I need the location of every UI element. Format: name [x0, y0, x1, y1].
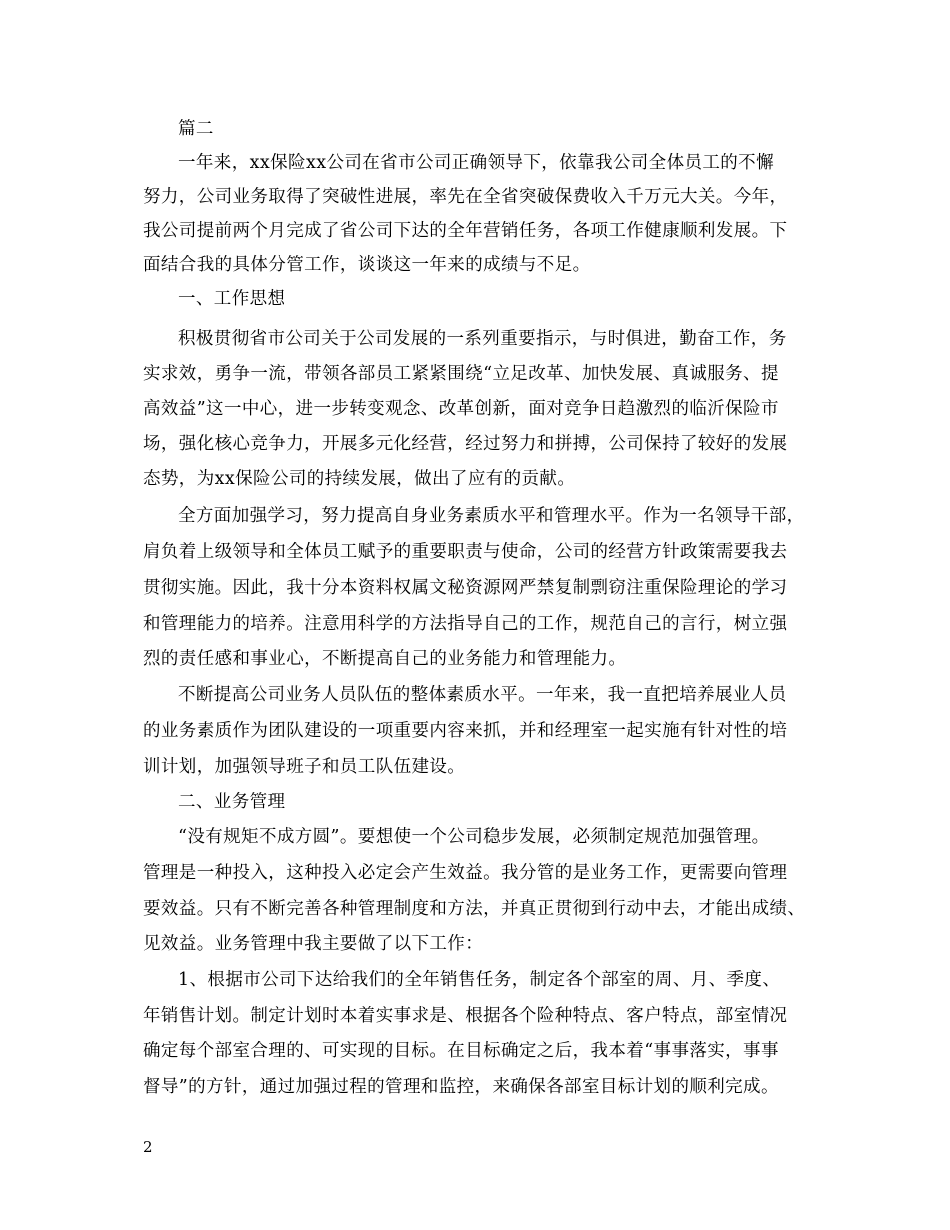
- page-number: 2: [143, 1138, 153, 1156]
- paragraph-line: 态势，为xx保险公司的持续发展，做出了应有的贡献。: [143, 469, 576, 489]
- paragraph-line: 一年来，xx保险xx公司在省市公司正确领导下，依靠我公司全体员工的不懈: [178, 153, 774, 173]
- paragraph-line: 全方面加强学习，努力提高自身业务素质水平和管理水平。作为一名领导干部，: [178, 506, 805, 526]
- paragraph-line: 确定每个部室合理的、可实现的目标。在目标确定之后，我本着“事事落实，事事: [143, 1041, 779, 1061]
- section-heading: 篇二: [178, 119, 214, 139]
- paragraph-line: 见效益。业务管理中我主要做了以下工作：: [143, 934, 484, 954]
- paragraph-line: 要效益。只有不断完善各种管理制度和方法，并真正贯彻到行动中去，才能出成绩、: [143, 899, 806, 919]
- paragraph-line: 肩负着上级领导和全体员工赋予的重要职责与使命，公司的经营方针政策需要我去: [143, 542, 788, 562]
- paragraph-line: 实求效，勇争一流，带领各部员工紧紧围绕“立足改革、加快发展、真诚服务、提: [143, 364, 779, 384]
- paragraph-line: 烈的责任感和事业心，不断提高自己的业务能力和管理能力。: [143, 649, 627, 669]
- paragraph-line: 我公司提前两个月完成了省公司下达的全年营销任务，各项工作健康顺利发展。下: [143, 221, 788, 241]
- paragraph-line: 年销售计划。制定计划时本着实事求是、根据各个险种特点、客户特点，部室情况: [143, 1006, 788, 1026]
- paragraph-line: 积极贯彻省市公司关于公司发展的一系列重要指示，与时俱进，勤奋工作，务: [178, 329, 787, 349]
- paragraph-line: 和管理能力的培养。注意用科学的方法指导自己的工作，规范自己的言行，树立强: [143, 614, 788, 634]
- paragraph-line: 高效益”这一中心，进一步转变观念、改革创新，面对竞争日趋激烈的临沂保险市: [143, 399, 779, 419]
- paragraph-line: 贯彻实施。因此，我十分本资料权属文秘资源网严禁复制剽窃注重保险理论的学习: [143, 578, 788, 598]
- paragraph-line: 面结合我的具体分管工作，谈谈这一年来的成绩与不足。: [143, 255, 591, 275]
- paragraph-line: 的业务素质作为团队建设的一项重要内容来抓，并和经理室一起实施有针对性的培: [143, 721, 788, 741]
- paragraph-line: 努力，公司业务取得了突破性进展，率先在全省突破保费收入千万元大关。今年，: [143, 187, 788, 207]
- paragraph-line: 训计划，加强领导班子和员工队伍建设。: [143, 757, 466, 777]
- paragraph-line: 场，强化核心竞争力，开展多元化经营，经过努力和拼搏，公司保持了较好的发展: [143, 434, 788, 454]
- paragraph-line: 督导”的方针，通过加强过程的管理和监控，来确保各部室目标计划的顺利完成。: [143, 1077, 779, 1097]
- paragraph-line: 1、根据市公司下达给我们的全年销售任务，制定各个部室的周、月、季度、: [178, 970, 781, 990]
- paragraph-line: 管理是一种投入，这种投入必定会产生效益。我分管的是业务工作，更需要向管理: [143, 863, 788, 883]
- paragraph-line: 不断提高公司业务人员队伍的整体素质水平。一年来，我一直把培养展业人员: [178, 685, 787, 705]
- section-heading: 一、工作思想: [178, 289, 286, 309]
- paragraph-line: “没有规矩不成方圆”。要想使一个公司稳步发展，必须制定规范加强管理。: [178, 827, 770, 847]
- section-heading: 二、业务管理: [178, 792, 286, 812]
